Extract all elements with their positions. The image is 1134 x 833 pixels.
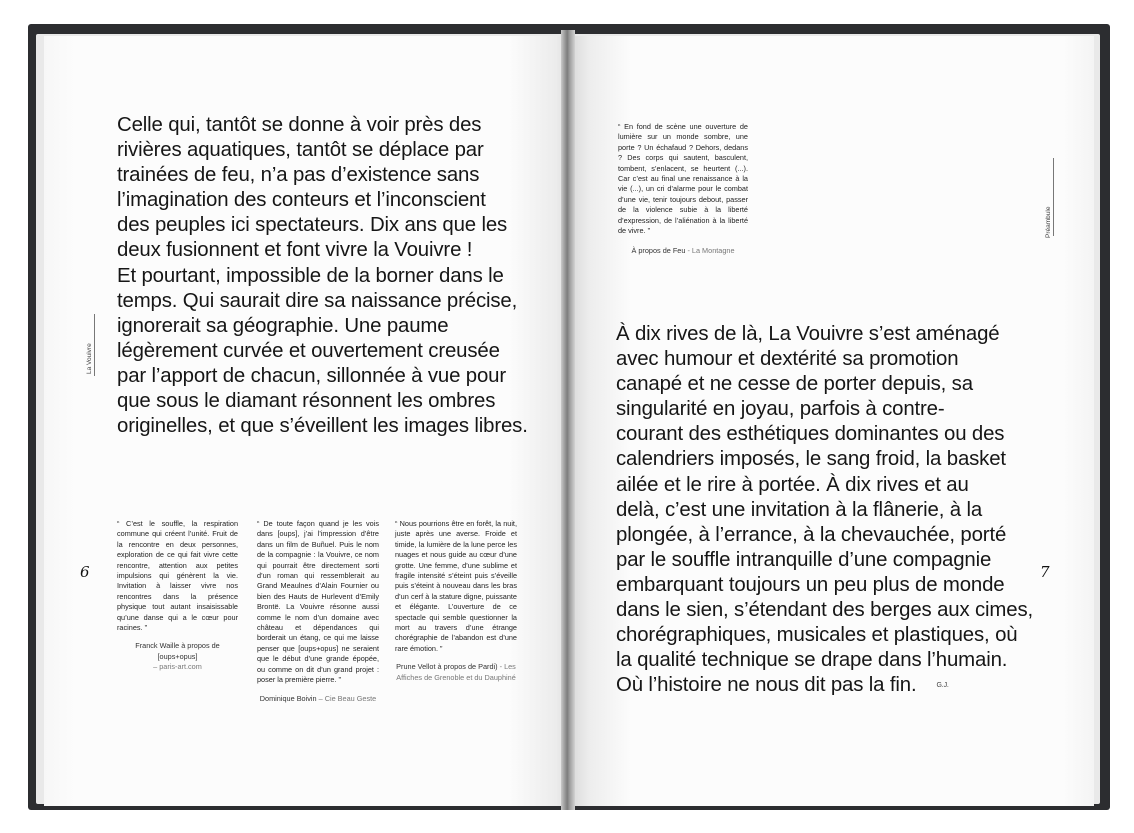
author-signature: G.J.	[936, 682, 949, 690]
running-head-left: La Vouivre	[86, 343, 93, 374]
press-quote	[117, 519, 238, 673]
left-page	[44, 36, 572, 806]
text-line: originelles, et que s’éveillent les images libres.	[117, 415, 528, 438]
text-line: l’imagination des conteurs et l’inconscient	[117, 189, 486, 212]
quote-source: – Cie Beau Geste	[318, 693, 377, 703]
text-line: singularité en joyau, parfois à contre-	[616, 398, 945, 421]
text-line: embarquant toujours un peu plus de monde	[616, 573, 1005, 596]
text-line: À dix rives de là, La Vouivre s’est aménagé	[616, 323, 1000, 345]
running-head-right: Préambule	[1045, 206, 1052, 238]
quote-author: Dominique Boivin	[259, 693, 317, 703]
text-line: courant des esthétiques dominantes ou des	[616, 423, 1005, 446]
text-line: la qualité technique se drape dans l’humain.	[616, 649, 1008, 672]
text-line: chorégraphiques, musicales et plastiques, où	[616, 624, 1018, 647]
text-line: ailée et le rire à portée. À dix rives et au	[616, 473, 969, 496]
press-quote	[395, 519, 517, 683]
text-line: rivières aquatiques, tantôt se déplace par	[117, 139, 484, 162]
quote-author: Franck Waille à propos de [oups+opus]	[135, 641, 220, 661]
text-line: des peuples ici spectateurs. Dix ans que les	[117, 214, 508, 237]
text-line: avec humour et dextérité sa promotion	[616, 348, 959, 371]
text-line: calendriers imposés, le sang froid, la basket	[616, 448, 1006, 471]
running-head-rule	[94, 314, 95, 376]
quote-source: - Les Affiches de Grenoble et du Dauphiné	[396, 662, 516, 682]
quote-text: “ De toute façon quand je les vois dans [oups], j’ai l’impression d’être dans un film de Buñuel. Puis le nom de la compagnie : la Vouivre, ce nom qui pourrait être directement sorti d’un roman qui ressemblerait au Grand Meaulnes d’Alain Fournier ou bien des Hauts de Hurlevent d’Emily Brontë. La Vouivre résonne aussi comme le nom d’un domaine avec château et dépendances qui borderait un étang, ce qui me laisse penser que [oups+opus] ne seraient que le début d’une grande épopée, ou comme on dit d’un grand projet : poser la première pierre. ”	[257, 519, 379, 685]
text-line: dans le sien, s’étendant des berges aux cimes,	[616, 599, 1034, 622]
quote-attribution	[117, 641, 238, 672]
text-line: deux fusionnent et font vivre la Vouivre !	[117, 239, 473, 262]
quote-author: Prune Vellot à propos de Pardi)	[396, 662, 498, 672]
page-number-left: 6	[80, 563, 90, 581]
quote-source: – paris-art.com	[153, 662, 202, 672]
left-main-text	[117, 113, 528, 439]
text-line: temps. Qui saurait dire sa naissance précise,	[117, 289, 518, 312]
quote-text: “ En fond de scène une ouverture de lumière sur un monde sombre, une porte ? Un échafaud ? Dehors, dedans ? Des corps qui sautent, basculent, tombent, s’enlacent, se heurtent (...). Car c’est au final une renaissance à la vie (...), un cri d’alarme pour le combat d’une vie, tenir toujours debout, passer de la violence subie à la liberté d’expression, de l’aliénation à la liberté de vivre. ”	[618, 122, 748, 236]
right-page	[568, 36, 1094, 806]
text-line-last	[616, 673, 1033, 698]
quote-attribution	[618, 246, 748, 256]
page-number-right: 7	[1040, 563, 1050, 581]
press-quote	[257, 519, 379, 704]
press-quote	[618, 122, 748, 257]
text-line: par le souffle intranquille d’une compagnie	[616, 548, 992, 571]
text-line: légèrement curvée et ouvertement creusée	[117, 339, 500, 362]
quote-attribution	[257, 694, 379, 704]
running-head-rule	[1053, 158, 1054, 236]
text-line: trainées de feu, n’a pas d’existence sans	[117, 164, 480, 187]
quote-text: “ C’est le souffle, la respiration commune qui créent l’unité. Fruit de la rencontre en deux personnes, exploration de ce qui fait vivre cette rencontre, attention aux petites impulsions qui génèrent la vie. Invitation à laisser vivre nos rencontres dans la présence physique tout autant insaisissable qu’une danse qui a le cœur pour racines. ”	[117, 519, 238, 633]
text-line: que sous le diamant résonnent les ombres	[117, 390, 496, 413]
quote-author: À propos de Feu	[631, 246, 686, 256]
quote-text: “ Nous pourrions être en forêt, la nuit, juste après une averse. Froide et timide, la lumière de la lune perce les nuages et nous guide au cœur d’une grotte. Une femme, d’une sublime et fragile intensité s’éteint puis s’éveille puis s’éteint à nouveau dans les bras d’un cerf à la stature digne, puissante et élégante. L’ouverture de ce spectacle qui semble questionner la mort au travers d’une étrange chorégraphie de l’abandon est d’une rare émotion. ”	[395, 519, 517, 653]
text-line: ignorerait sa géographie. Une paume	[117, 314, 449, 337]
text-line: plongée, à l’errance, à la chevauchée, porté	[616, 523, 1007, 546]
text-line: Celle qui, tantôt se donne à voir près des	[117, 114, 482, 136]
quote-source: - La Montagne	[687, 246, 735, 256]
right-main-text	[616, 322, 1033, 698]
text-line: par l’apport de chacun, sillonnée à vue pour	[117, 364, 507, 387]
quote-attribution	[395, 662, 517, 683]
book-gutter	[561, 30, 575, 810]
text-line: canapé et ne cesse de porter depuis, sa	[616, 373, 973, 396]
text-line: delà, c’est une invitation à la flânerie, à la	[616, 498, 983, 521]
text-line: Où l’histoire ne nous dit pas la fin.	[616, 674, 917, 697]
text-line: Et pourtant, impossible de la borner dans le	[117, 264, 504, 287]
